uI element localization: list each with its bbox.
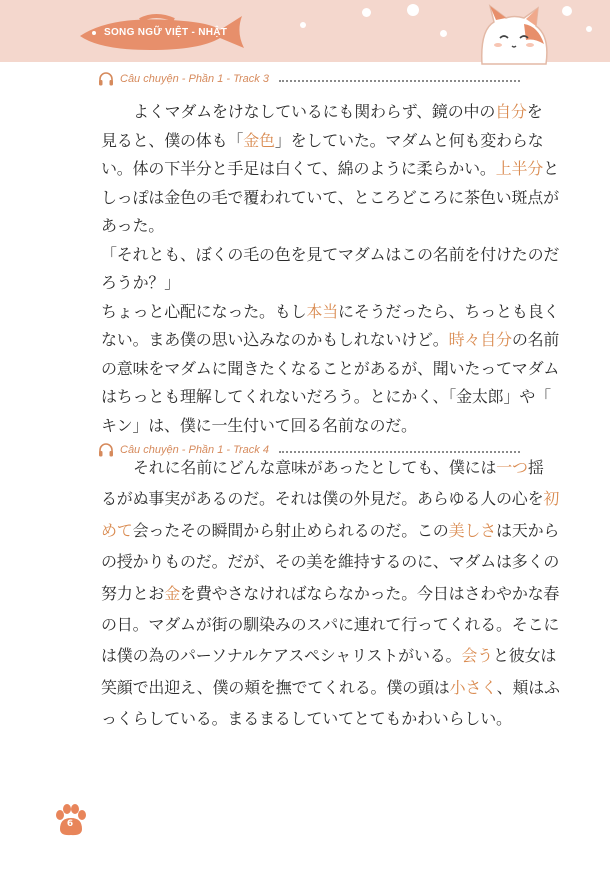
highlighted-word: 会う [461, 646, 493, 666]
text-line [101, 298, 560, 327]
text-line [101, 127, 544, 156]
text-segment: ない。まあ僕の思い込みなのかもしれないけど。 [101, 330, 449, 349]
text-line [101, 609, 560, 640]
text-line [101, 546, 560, 577]
text-segment: 」をしていた。マダムと何も変わらな [274, 130, 544, 150]
text-line [101, 212, 521, 241]
text-segment: を [526, 102, 543, 121]
story-paragraph [101, 98, 560, 440]
text-line [101, 515, 560, 546]
track-label: Câu chuyện - Phần 1 - Track 4 [120, 444, 269, 456]
series-title: SONG NGỮ VIỆT - NHẬT [104, 27, 228, 38]
text-segment: 見ると、僕の体も「 [101, 130, 244, 150]
text-segment: 笑顔で出迎え、僕の頬を撫でてくれる。僕の頭は [101, 677, 450, 697]
decor-dot [586, 26, 592, 32]
text-line [101, 452, 544, 483]
highlighted-word: 上半分 [495, 159, 544, 178]
highlighted-word: 金色 [243, 130, 275, 150]
headphones-icon[interactable] [98, 71, 114, 87]
text-segment: 揺 [527, 458, 544, 477]
text-segment: と [543, 159, 559, 178]
highlighted-word: 初 [543, 489, 560, 509]
text-segment: はちっとも理解してくれないだろう。とにかく、「金太郎」や「 [101, 387, 551, 406]
text-line [101, 412, 521, 441]
highlighted-word: 本当 [306, 301, 339, 321]
text-line [101, 703, 521, 734]
text-segment: を費やさなければならなかった。今日はさわやかな春 [180, 583, 560, 603]
text-segment: い。体の下半分と手足は白くて、綿のように柔らかい。 [101, 159, 496, 178]
decor-dot [440, 30, 447, 37]
text-line [101, 98, 543, 127]
text-segment: ちょっと心配になった。もし [101, 301, 307, 321]
track-label: Câu chuyện - Phần 1 - Track 3 [120, 73, 269, 85]
cat-icon [474, 4, 554, 64]
story-paragraph [101, 452, 560, 735]
text-line [101, 269, 521, 298]
text-line [101, 672, 560, 703]
text-segment: の意味をマダムに聞きたくなることがあるが、聞いたってマダム [101, 358, 560, 378]
decor-dot [562, 6, 572, 16]
highlighted-word: 金 [164, 583, 181, 603]
text-line [101, 355, 560, 384]
highlighted-word: 自分 [495, 102, 527, 121]
text-segment: あった。 [101, 216, 165, 235]
highlighted-word: めて [101, 520, 133, 540]
text-segment: の日。マダムが街の馴染みのスパに連れて行ってくれる。そこに [101, 615, 560, 635]
text-segment: の名前 [511, 330, 560, 349]
highlighted-word: 美しさ [448, 520, 497, 540]
text-segment: 会ったその瞬間から射止められるのだ。この [132, 520, 449, 540]
text-segment: キン」は、僕に一生付いて回る名前なのだ。 [101, 415, 417, 435]
decor-dot [407, 4, 419, 16]
text-segment: それに名前にどんな意味があったとしても、僕には [133, 458, 497, 477]
highlighted-word: 時々自分 [448, 330, 512, 349]
text-line [101, 483, 560, 514]
text-segment: 努力とお [101, 583, 165, 603]
text-segment: しっぽは金色の毛で覆われていて、ところどころに茶色い斑点が [101, 187, 559, 207]
text-line [101, 578, 560, 609]
text-segment: と彼女は [492, 646, 557, 666]
track-heading [98, 70, 520, 88]
text-segment: にそうだったら、ちっとも良く [338, 301, 560, 321]
text-segment: よくマダムをけなしているにも関わらず、鏡の中の [133, 102, 496, 121]
page-number: 6 [66, 819, 74, 829]
text-line [101, 184, 559, 213]
text-segment: っくらしている。まるまるしていてとてもかわいらしい。 [101, 709, 512, 729]
text-segment: 、頬はふ [496, 677, 560, 697]
decor-dot [362, 8, 371, 17]
text-line [101, 326, 560, 355]
text-segment: は天から [496, 520, 560, 540]
text-segment: るがぬ事実があるのだ。それは僕の外見だ。あらゆる人の心を [101, 489, 544, 509]
decor-dot [300, 22, 306, 28]
text-segment: は僕の為のパーソナルケアスペシャリストがいる。 [101, 646, 462, 666]
text-line [101, 640, 557, 671]
text-line [101, 383, 551, 412]
text-line [101, 155, 559, 184]
dotted-rule [279, 80, 520, 82]
text-segment: ろうか？」 [101, 273, 181, 292]
text-segment: 「それとも、ぼくの毛の色を見てマダムはこの名前を付けたのだ [101, 244, 560, 264]
text-segment: の授かりものだ。だが、その美を維持するのに、マダムは多くの [101, 552, 560, 572]
highlighted-word: 一つ [496, 458, 528, 477]
highlighted-word: 小さく [449, 677, 497, 697]
text-line [101, 241, 560, 270]
